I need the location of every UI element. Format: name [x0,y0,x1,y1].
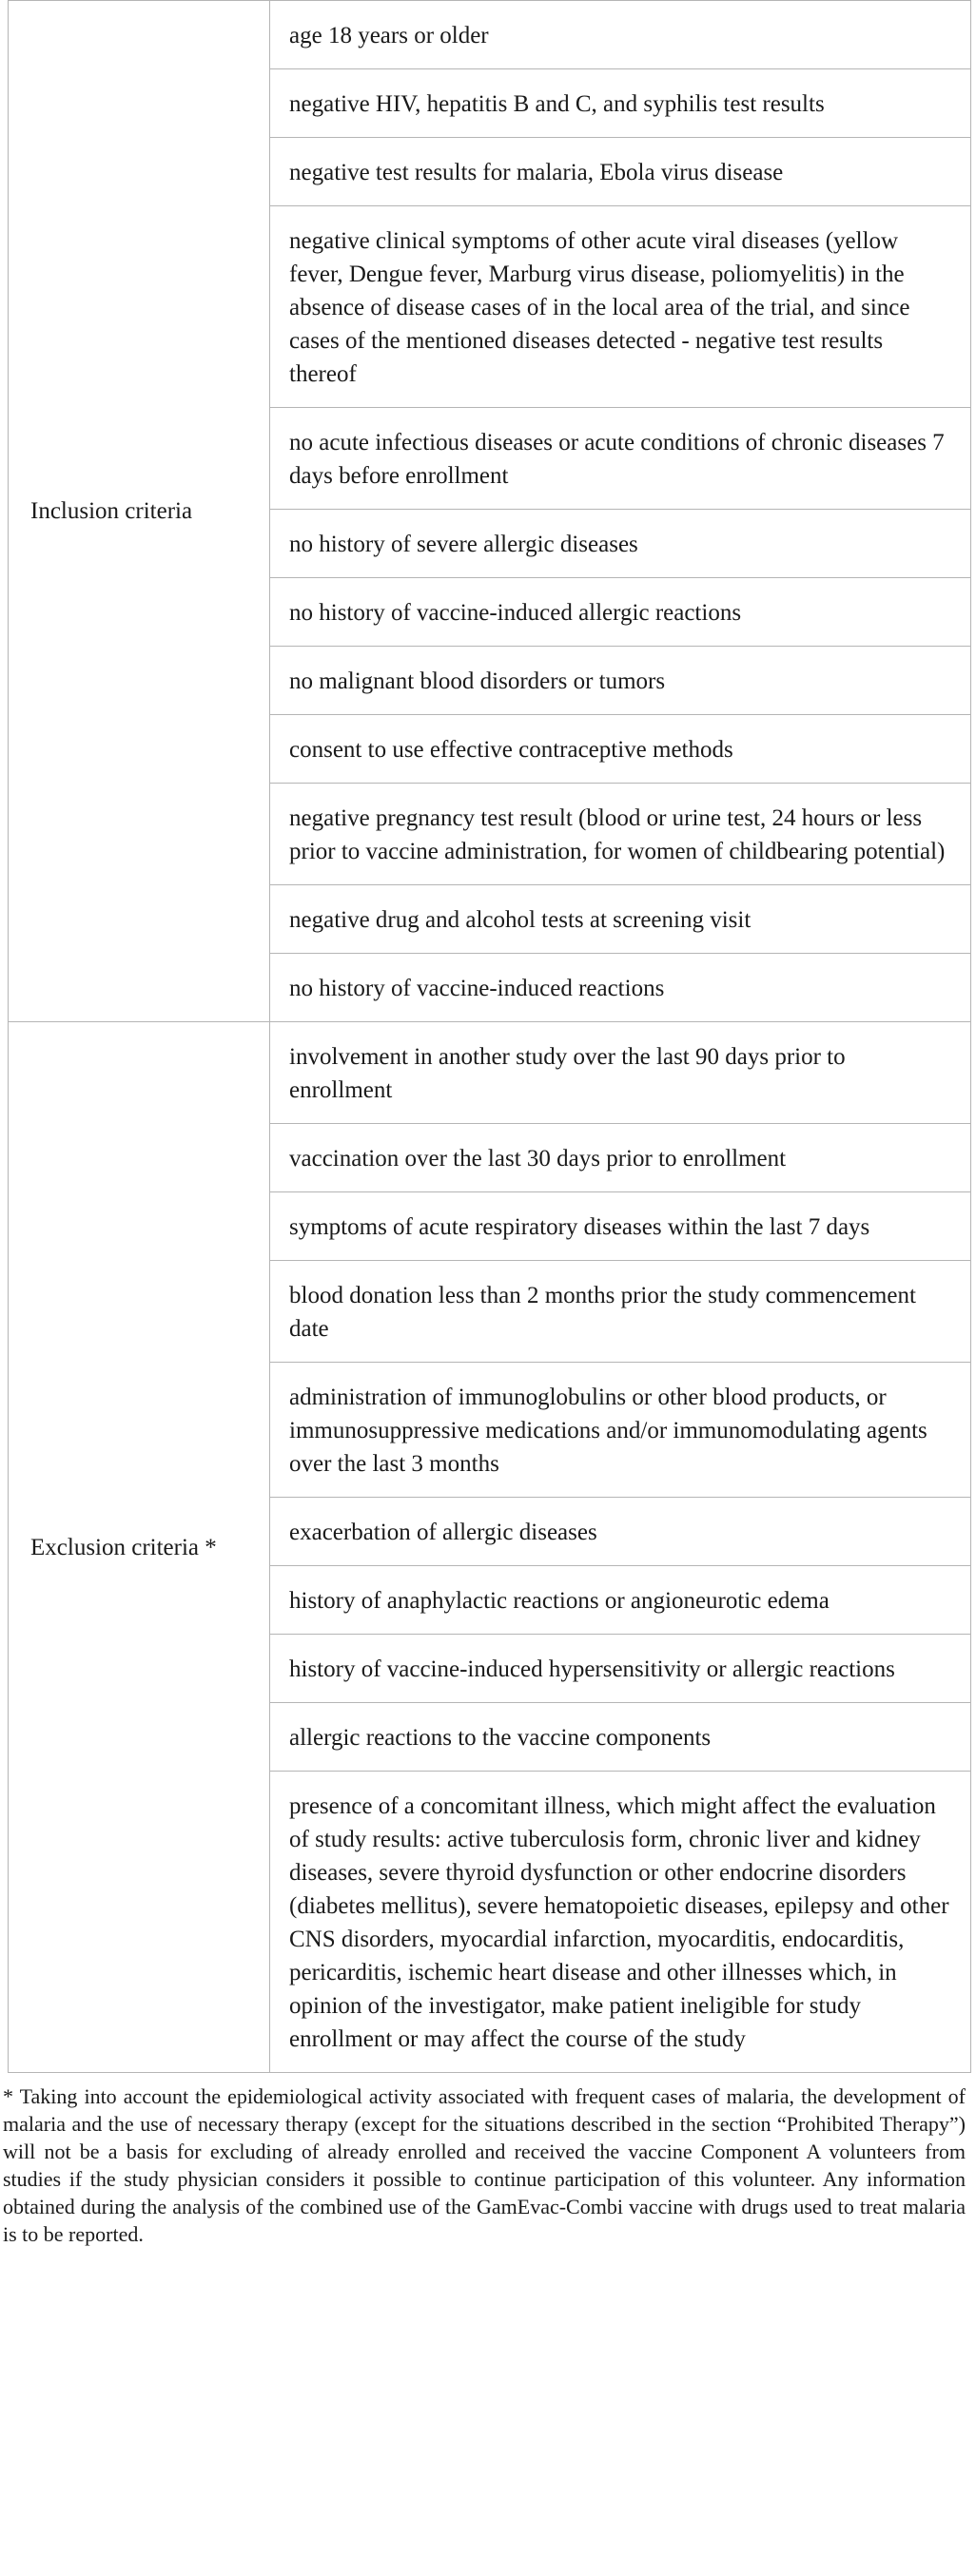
inclusion-criterion-cell: no malignant blood disorders or tumors [270,647,971,715]
inclusion-criterion-cell: no history of vaccine-induced allergic reactions [270,578,971,647]
exclusion-criterion-cell: blood donation less than 2 months prior the study commencement date [270,1261,971,1363]
inclusion-criterion-cell: no acute infectious diseases or acute conditions of chronic diseases 7 days before enrollment [270,408,971,510]
inclusion-criterion-cell: no history of vaccine-induced reactions [270,954,971,1022]
criteria-table-body [9,1,971,2073]
inclusion-criterion-cell: no history of severe allergic diseases [270,510,971,578]
table-footnote: * Taking into account the epidemiological activity associated with frequent cases of malaria, the development of malaria and the use of necessary therapy (except for the situations described in the section “Prohibited Therapy”) will not be a basis for excluding of already enrolled and received the vaccine Component A volunteers from studies if the study physician considers it possible to continue participation of this volunteer. Any information obtained during the analysis of the combined use of the GamEvac-Combi vaccine with drugs used to treat malaria is to be reported. [3,2084,966,2246]
exclusion-criterion-cell: history of vaccine-induced hypersensitivity or allergic reactions [270,1635,971,1703]
exclusion-criteria-label: Exclusion criteria * [9,1022,270,2073]
exclusion-criterion-cell: involvement in another study over the last 90 days prior to enrollment [270,1022,971,1124]
inclusion-criterion-cell: negative clinical symptoms of other acute viral diseases (yellow fever, Dengue fever, Marburg virus disease, poliomyelitis) in the absence of disease cases of in the local area of the trial, and since cases of the mentioned diseases detected - negative test results thereof [270,206,971,408]
exclusion-criterion-cell: history of anaphylactic reactions or angioneurotic edema [270,1566,971,1635]
inclusion-criterion-cell: negative pregnancy test result (blood or urine test, 24 hours or less prior to vaccine administration, for women of childbearing potential) [270,784,971,885]
table-row [9,1022,971,1124]
inclusion-criterion-cell: negative test results for malaria, Ebola virus disease [270,138,971,206]
inclusion-criterion-cell: age 18 years or older [270,1,971,69]
exclusion-criterion-cell: administration of immunoglobulins or other blood products, or immunosuppressive medications and/or immunomodulating agents over the last 3 months [270,1363,971,1498]
inclusion-criterion-cell: consent to use effective contraceptive methods [270,715,971,784]
inclusion-criteria-label: Inclusion criteria [9,1,270,1022]
exclusion-criterion-cell: exacerbation of allergic diseases [270,1498,971,1566]
exclusion-criterion-cell: symptoms of acute respiratory diseases within the last 7 days [270,1192,971,1261]
table-row [9,1,971,69]
exclusion-criterion-cell: allergic reactions to the vaccine components [270,1703,971,1772]
inclusion-criterion-cell: negative HIV, hepatitis B and C, and syphilis test results [270,69,971,138]
inclusion-criterion-cell: negative drug and alcohol tests at screening visit [270,885,971,954]
exclusion-criterion-cell: presence of a concomitant illness, which might affect the evaluation of study results: active tuberculosis form, chronic liver and kidney diseases, severe thyroid dysfunction or other endocrine disorders (diabetes mellitus), severe hematopoietic diseases, epilepsy and other CNS disorders, myocardial infarction, myocarditis, endocarditis, pericarditis, ischemic heart disease and other illnesses which, in opinion of the investigator, make patient ineligible for study enrollment or may affect the course of the study [270,1772,971,2073]
criteria-table [8,0,971,2073]
exclusion-criterion-cell: vaccination over the last 30 days prior to enrollment [270,1124,971,1192]
